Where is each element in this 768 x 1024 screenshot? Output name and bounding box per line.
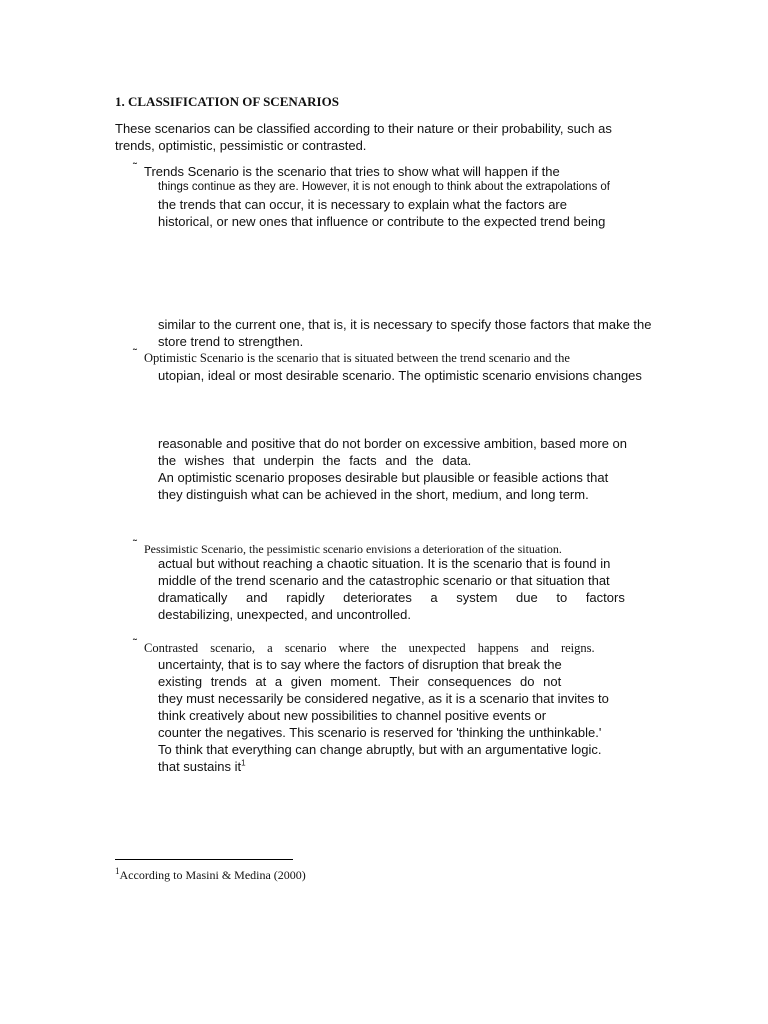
- bullet-mark-optimistic: ˜: [133, 346, 137, 360]
- optimistic-line-6: they distinguish what can be achieved in the short, medium, and long term.: [158, 487, 589, 502]
- intro-line-2: trends, optimistic, pessimistic or contrasted.: [115, 138, 367, 153]
- pessimistic-line-2: actual but without reaching a chaotic situation. It is the scenario that is found in: [158, 556, 611, 571]
- bullet-mark-trends: ˜: [133, 160, 137, 174]
- pessimistic-line-4: dramatically and rapidly deteriorates a system due to factors: [158, 590, 625, 605]
- bullet-mark-contrasted: ˜: [133, 636, 137, 650]
- optimistic-line-1: Optimistic Scenario is the scenario that is situated between the trend scenario and the: [144, 351, 570, 365]
- optimistic-line-4: [158, 452, 472, 469]
- bullet-mark-pessimistic: ˜: [133, 537, 137, 551]
- pessimistic-line-5: destabilizing, unexpected, and uncontrolled.: [158, 607, 411, 622]
- contrasted-line-2: uncertainty, that is to say where the factors of disruption that break the: [158, 657, 562, 672]
- footnote-text: According to Masini & Medina (2000): [119, 868, 306, 882]
- optimistic-line-5: An optimistic scenario proposes desirable but plausible or feasible actions that: [158, 470, 609, 485]
- contrasted-line-8: [158, 758, 246, 775]
- section-heading: 1. CLASSIFICATION OF SCENARIOS: [115, 94, 339, 109]
- trends-line-1: Trends Scenario is the scenario that tries to show what will happen if the: [144, 164, 560, 179]
- optimistic-line-2: utopian, ideal or most desirable scenario. The optimistic scenario envisions changes: [158, 368, 642, 383]
- contrasted-line-1: Contrasted scenario, a scenario where the unexpected happens and reigns.: [144, 641, 595, 655]
- contrasted-line-5: think creatively about new possibilities to channel positive events or: [158, 708, 547, 723]
- pessimistic-line-1: Pessimistic Scenario, the pessimistic scenario envisions a deterioration of the situation.: [144, 542, 562, 556]
- footnote-number: 1: [115, 866, 120, 876]
- contrasted-line-7: To think that everything can change abruptly, but with an argumentative logic.: [158, 742, 602, 757]
- trends-line-2: things continue as they are. However, it is not enough to think about the extrapolations of: [158, 181, 610, 193]
- footnote-separator: [115, 859, 293, 860]
- trends-line-3: the trends that can occur, it is necessary to explain what the factors are: [158, 197, 567, 212]
- optimistic-line-4-text: the wishes that underpin the facts and the data.: [158, 453, 472, 468]
- pessimistic-line-3: middle of the trend scenario and the catastrophic scenario or that situation that: [158, 573, 610, 588]
- contrasted-line-4: they must necessarily be considered negative, as it is a scenario that invites to: [158, 691, 609, 706]
- trends-line-4: historical, or new ones that influence or contribute to the expected trend being: [158, 214, 606, 229]
- trends-line-5: similar to the current one, that is, it is necessary to specify those factors that make the: [158, 317, 652, 332]
- footnote-reference[interactable]: 1: [241, 758, 246, 768]
- contrasted-line-3: existing trends at a given moment. Their consequences do not: [158, 674, 562, 689]
- contrasted-line-8-text: that sustains it: [158, 759, 242, 774]
- trends-line-6: store trend to strengthen.: [158, 334, 304, 349]
- intro-line-1: These scenarios can be classified according to their nature or their probability, such as: [115, 121, 612, 136]
- optimistic-line-3: reasonable and positive that do not border on excessive ambition, based more on: [158, 436, 628, 451]
- contrasted-line-6: counter the negatives. This scenario is reserved for 'thinking the unthinkable.': [158, 725, 602, 740]
- footnote: [115, 867, 306, 883]
